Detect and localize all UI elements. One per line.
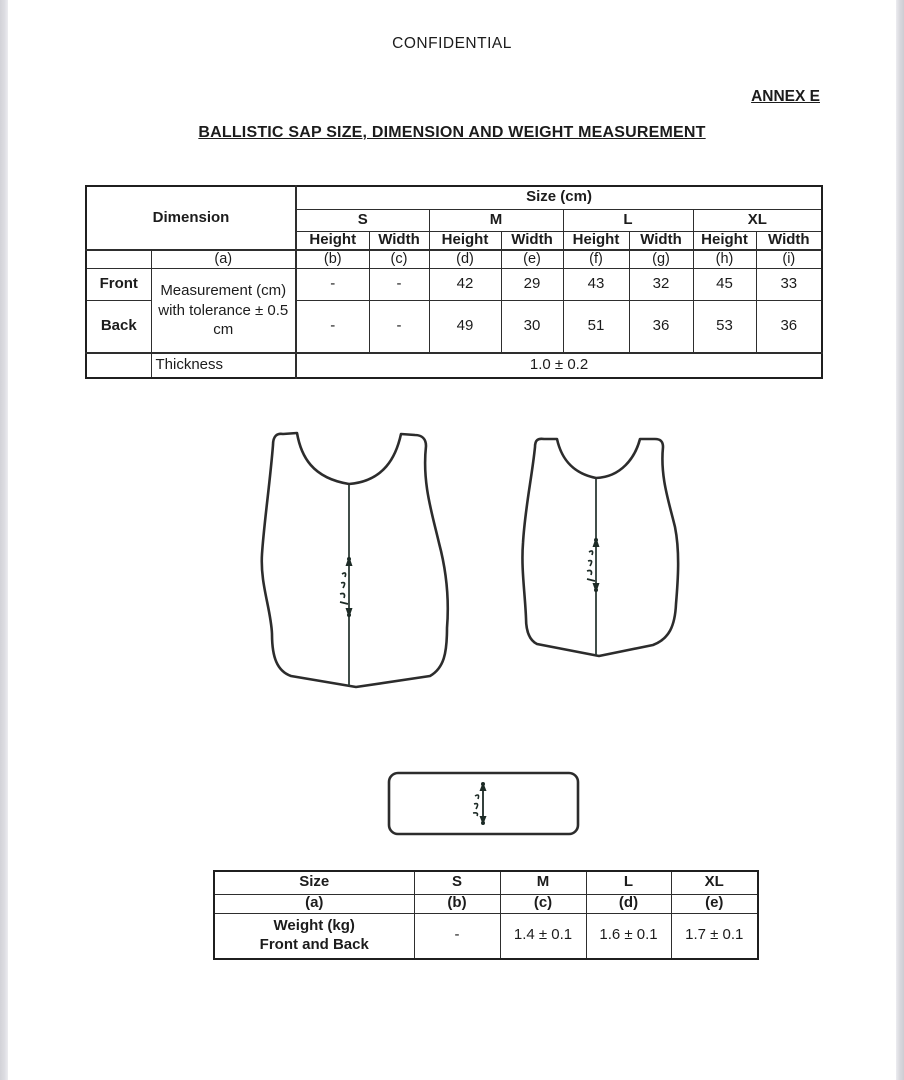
back-row-label: Back: [86, 300, 151, 353]
letter-cell: (e): [671, 894, 758, 913]
letter-cell: (c): [500, 894, 586, 913]
letter-cell: (a): [151, 250, 296, 268]
table-row: [214, 894, 758, 913]
dimension-table: [85, 185, 823, 379]
subheader-cell: Height: [693, 231, 756, 250]
subheader-cell: Width: [501, 231, 563, 250]
weight-table: [213, 870, 759, 960]
letter-cell: (g): [629, 250, 693, 268]
value-cell: 49: [429, 300, 501, 353]
classification-label: CONFIDENTIAL: [392, 35, 512, 52]
letter-cell: (i): [756, 250, 822, 268]
weight-row-label: [214, 913, 414, 959]
page-title: BALLISTIC SAP SIZE, DIMENSION AND WEIGHT MEASUREMENT: [198, 124, 706, 141]
value-cell: 32: [629, 268, 693, 300]
weight-header-cell: S: [414, 871, 500, 894]
value-cell: 29: [501, 268, 563, 300]
value-cell: 36: [629, 300, 693, 353]
value-cell: 42: [429, 268, 501, 300]
subheader-cell: Width: [369, 231, 429, 250]
letter-cell: (b): [414, 894, 500, 913]
weight-header-cell: M: [500, 871, 586, 894]
weight-row-label-line1: Weight (kg): [273, 917, 355, 934]
weight-header-cell: Size: [214, 871, 414, 894]
table-row: [214, 913, 758, 959]
letter-cell: (f): [563, 250, 629, 268]
side-panel-figure: [386, 770, 582, 838]
value-cell: 36: [756, 300, 822, 353]
annex-label: ANNEX E: [751, 88, 820, 105]
ballistic-panel-back-figure: [518, 432, 682, 658]
photo-edge-right: [896, 0, 904, 1080]
value-cell: -: [369, 268, 429, 300]
table-row: [86, 268, 822, 300]
value-cell: -: [296, 300, 369, 353]
empty-cell: [86, 353, 151, 378]
back-panel-outline: [522, 439, 678, 656]
size-l-cell: L: [563, 209, 693, 231]
size-m-cell: M: [429, 209, 563, 231]
value-cell: 30: [501, 300, 563, 353]
letter-cell: (c): [369, 250, 429, 268]
value-cell: 1.6 ± 0.1: [586, 913, 671, 959]
subheader-cell: Width: [629, 231, 693, 250]
value-cell: -: [369, 300, 429, 353]
letter-cell: (d): [586, 894, 671, 913]
dimension-header-cell: Dimension: [86, 186, 296, 250]
weight-header-cell: XL: [671, 871, 758, 894]
size-xl-cell: XL: [693, 209, 822, 231]
size-header-cell: Size (cm): [296, 186, 822, 209]
value-cell: -: [296, 268, 369, 300]
front-panel-outline: [262, 433, 448, 687]
subheader-cell: Height: [429, 231, 501, 250]
empty-cell: [86, 250, 151, 268]
table-row: [86, 186, 822, 209]
letter-cell: (d): [429, 250, 501, 268]
value-cell: 51: [563, 300, 629, 353]
measurement-label-cell: Measurement (cm) with tolerance ± 0.5 cm: [151, 268, 296, 353]
size-s-cell: S: [296, 209, 429, 231]
value-cell: 1.7 ± 0.1: [671, 913, 758, 959]
table-row: [214, 871, 758, 894]
weight-header-cell: L: [586, 871, 671, 894]
thickness-label-cell: Thickness: [151, 353, 296, 378]
letter-cell: (h): [693, 250, 756, 268]
value-cell: 1.4 ± 0.1: [500, 913, 586, 959]
letter-cell: (a): [214, 894, 414, 913]
value-cell: 45: [693, 268, 756, 300]
thickness-value-cell: 1.0 ± 0.2: [296, 353, 822, 378]
front-row-label: Front: [86, 268, 151, 300]
subheader-cell: Height: [563, 231, 629, 250]
photo-edge-left: [0, 0, 8, 1080]
value-cell: 33: [756, 268, 822, 300]
value-cell: -: [414, 913, 500, 959]
value-cell: 53: [693, 300, 756, 353]
table-row: [86, 250, 822, 268]
weight-row-label-line2: Front and Back: [259, 935, 369, 953]
ballistic-panel-front-figure: [258, 428, 450, 690]
letter-cell: (b): [296, 250, 369, 268]
value-cell: 43: [563, 268, 629, 300]
subheader-cell: Height: [296, 231, 369, 250]
table-row: [86, 353, 822, 378]
subheader-cell: Width: [756, 231, 822, 250]
letter-cell: (e): [501, 250, 563, 268]
